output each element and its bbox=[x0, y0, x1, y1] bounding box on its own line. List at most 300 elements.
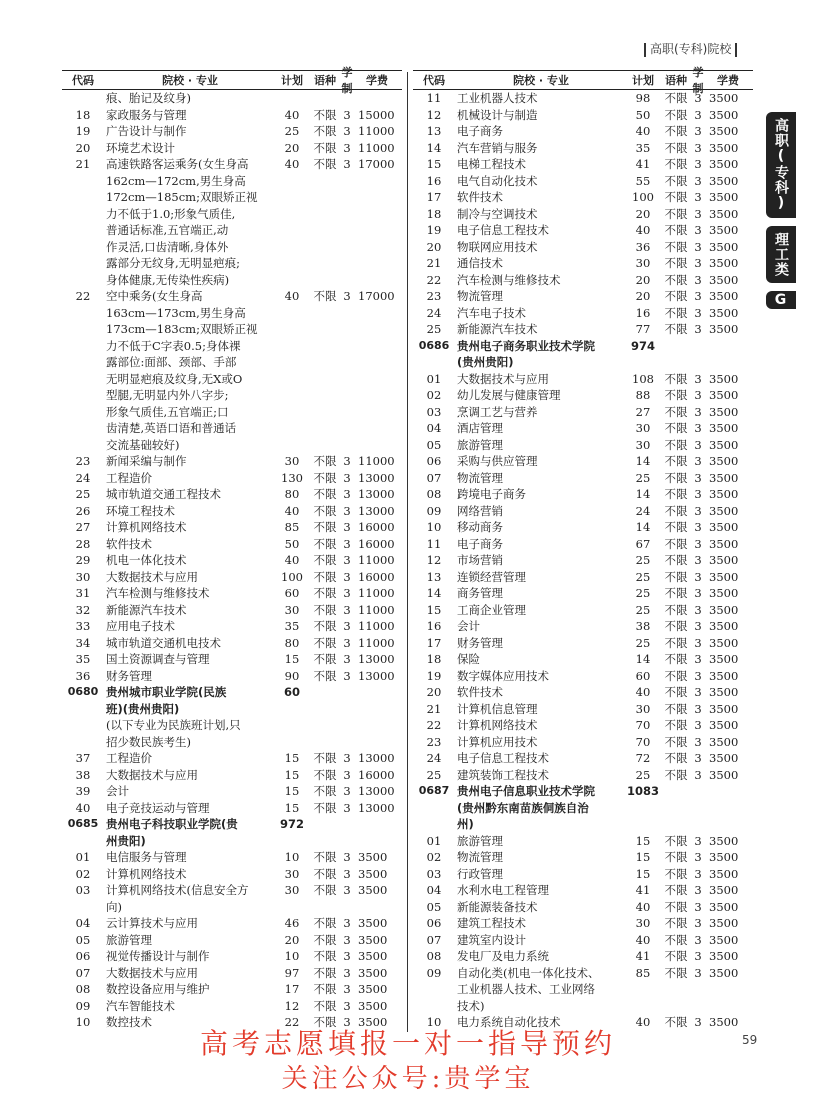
cell-code: 35 bbox=[75, 652, 91, 666]
cell-fee: 3500 bbox=[709, 157, 739, 171]
cell-len: 3 bbox=[343, 503, 351, 518]
cell-len: 3 bbox=[694, 322, 702, 336]
cell-fee: 3500 bbox=[709, 91, 739, 105]
cell-name: 贵州电子信息职业技术学院 bbox=[457, 784, 595, 798]
cell-len: 3 bbox=[343, 1015, 351, 1029]
table-row bbox=[62, 437, 402, 454]
table-row bbox=[413, 305, 753, 322]
cell-name: 旅游管理 bbox=[457, 833, 503, 848]
cell-len: 3 bbox=[694, 767, 702, 782]
cell-len: 3 bbox=[343, 602, 351, 617]
cell-code: 39 bbox=[75, 784, 91, 798]
school-row bbox=[413, 354, 753, 371]
cell-lang: 不限 bbox=[664, 520, 688, 534]
cell-lang: 不限 bbox=[664, 388, 688, 402]
cell-lang: 不限 bbox=[664, 503, 688, 518]
cell-lang: 不限 bbox=[313, 866, 337, 881]
cell-code: 31 bbox=[75, 586, 91, 600]
cell-name: 电梯工程技术 bbox=[457, 157, 526, 171]
cell-len: 3 bbox=[694, 206, 702, 221]
cell-name: 机电一体化技术 bbox=[106, 553, 187, 567]
cell-lang: 不限 bbox=[664, 206, 688, 221]
cell-len: 3 bbox=[694, 899, 702, 914]
cell-name: 国土资源调查与管理 bbox=[106, 652, 210, 666]
cell-len: 3 bbox=[343, 998, 351, 1013]
cell-code: 02 bbox=[75, 866, 91, 881]
cell-name: 保险 bbox=[457, 652, 480, 666]
cell-plan: 40 bbox=[284, 503, 300, 518]
cell-len: 3 bbox=[694, 520, 702, 534]
cell-name: 物联网应用技术 bbox=[457, 239, 538, 254]
table-row bbox=[62, 750, 402, 767]
cell-code: 21 bbox=[426, 701, 442, 716]
table-row bbox=[62, 519, 402, 536]
cell-code: 19 bbox=[426, 223, 442, 237]
cell-len: 3 bbox=[694, 91, 702, 105]
cell-plan: 14 bbox=[635, 454, 651, 468]
header-plan: 计划 bbox=[281, 74, 303, 87]
cell-fee: 3500 bbox=[358, 850, 388, 864]
cell-len: 3 bbox=[694, 173, 702, 188]
cell-lang: 不限 bbox=[664, 569, 688, 584]
cell-lang: 不限 bbox=[664, 289, 688, 303]
cell-code: 09 bbox=[426, 965, 442, 980]
page-number: 59 bbox=[742, 1033, 758, 1047]
table-row bbox=[413, 618, 753, 635]
cell-len: 3 bbox=[694, 602, 702, 617]
header-code: 代码 bbox=[72, 74, 94, 87]
cell-plan: 16 bbox=[635, 305, 651, 320]
school-row bbox=[413, 338, 753, 355]
cell-name: 水利水电工程管理 bbox=[457, 883, 549, 897]
cell-name: 汽车电子技术 bbox=[457, 305, 526, 320]
cell-plan: 60 bbox=[635, 668, 651, 683]
cell-fee: 3500 bbox=[709, 850, 739, 864]
cell-lang: 不限 bbox=[664, 833, 688, 848]
cell-lang: 不限 bbox=[313, 932, 337, 947]
cell-lang: 不限 bbox=[664, 404, 688, 419]
cell-lang: 不限 bbox=[313, 800, 337, 815]
table-row bbox=[62, 222, 402, 239]
table-row bbox=[62, 915, 402, 932]
cell-code: 0687 bbox=[418, 784, 450, 797]
cell-plan: 40 bbox=[635, 932, 651, 947]
cell-plan: 40 bbox=[635, 899, 651, 914]
cell-fee: 3500 bbox=[709, 239, 739, 254]
cell-name: (贵州黔东南苗族侗族自治 bbox=[457, 800, 589, 815]
cell-len: 3 bbox=[343, 767, 351, 782]
cell-code: 05 bbox=[426, 899, 442, 914]
cell-lang: 不限 bbox=[664, 305, 688, 320]
cell-fee: 3500 bbox=[709, 899, 739, 914]
cell-fee: 3500 bbox=[709, 421, 739, 435]
cell-plan: 15 bbox=[635, 866, 651, 881]
table-row bbox=[413, 849, 753, 866]
cell-plan: 27 bbox=[635, 404, 651, 419]
column-divider bbox=[407, 72, 408, 1032]
cell-plan: 30 bbox=[284, 602, 300, 617]
table-row bbox=[62, 651, 402, 668]
cell-plan: 12 bbox=[284, 998, 300, 1013]
table-row bbox=[413, 156, 753, 173]
cell-code: 0686 bbox=[418, 338, 450, 352]
cell-lang: 不限 bbox=[664, 140, 688, 155]
cell-code: 32 bbox=[75, 602, 91, 617]
cell-fee: 3500 bbox=[358, 982, 388, 996]
cell-lang: 不限 bbox=[664, 751, 688, 765]
cell-lang: 不限 bbox=[664, 734, 688, 749]
cell-lang: 不限 bbox=[664, 173, 688, 188]
cell-fee: 3500 bbox=[709, 883, 739, 897]
cell-plan: 15 bbox=[284, 751, 300, 765]
header-lang: 语种 bbox=[314, 74, 336, 87]
cell-code: 07 bbox=[426, 470, 442, 485]
header-divider bbox=[644, 43, 646, 57]
cell-len: 3 bbox=[694, 190, 702, 204]
cell-code: 15 bbox=[426, 157, 442, 171]
cell-plan: 1083 bbox=[626, 784, 659, 798]
cell-fee: 11000 bbox=[358, 586, 395, 600]
cell-code: 27 bbox=[75, 520, 91, 534]
cell-len: 3 bbox=[694, 734, 702, 749]
cell-lang: 不限 bbox=[313, 1015, 337, 1029]
cell-name: (贵州贵阳) bbox=[457, 355, 514, 369]
table-row bbox=[62, 404, 402, 421]
table-row bbox=[62, 717, 402, 734]
cell-lang: 不限 bbox=[664, 850, 688, 864]
table-row bbox=[62, 486, 402, 503]
cell-code: 18 bbox=[426, 652, 442, 666]
cell-plan: 60 bbox=[284, 586, 300, 600]
cell-name: 软件技术 bbox=[106, 536, 152, 551]
table-row bbox=[62, 668, 402, 685]
cell-code: 09 bbox=[426, 503, 442, 518]
cell-name: 露部位:面部、颈部、手部 bbox=[106, 355, 237, 369]
cell-plan: 130 bbox=[281, 470, 303, 485]
cell-code: 01 bbox=[75, 850, 91, 864]
cell-name: 162cm—172cm,男生身高 bbox=[106, 173, 246, 188]
cell-name: 幼儿发展与健康管理 bbox=[457, 388, 561, 402]
table-row bbox=[62, 536, 402, 553]
cell-len: 3 bbox=[343, 140, 351, 155]
cell-fee: 3500 bbox=[709, 487, 739, 501]
cell-len: 3 bbox=[694, 866, 702, 881]
cell-name: 物流管理 bbox=[457, 850, 503, 864]
cell-len: 3 bbox=[694, 949, 702, 963]
cell-code: 14 bbox=[426, 140, 442, 155]
cell-lang: 不限 bbox=[664, 239, 688, 254]
cell-fee: 3500 bbox=[709, 701, 739, 716]
cell-plan: 40 bbox=[284, 157, 300, 171]
table-row bbox=[62, 255, 402, 272]
table-row bbox=[62, 354, 402, 371]
cell-fee: 3500 bbox=[709, 520, 739, 534]
cell-name: 新闻采编与制作 bbox=[106, 454, 187, 468]
cell-len: 3 bbox=[694, 404, 702, 419]
cell-name: 交流基础较好) bbox=[106, 437, 180, 452]
cell-code: 09 bbox=[75, 998, 91, 1013]
cell-fee: 3500 bbox=[709, 206, 739, 221]
cell-plan: 80 bbox=[284, 487, 300, 501]
cell-plan: 36 bbox=[635, 239, 651, 254]
cell-fee: 3500 bbox=[709, 190, 739, 204]
cell-fee: 3500 bbox=[358, 866, 388, 881]
cell-fee: 13000 bbox=[358, 800, 395, 815]
table-row bbox=[413, 437, 753, 454]
cell-name: 新能源装备技术 bbox=[457, 899, 538, 914]
cell-code: 16 bbox=[426, 173, 442, 188]
cell-name: 无明显疤痕及纹身,无X或O bbox=[106, 371, 243, 386]
cell-plan: 30 bbox=[284, 866, 300, 881]
cell-fee: 3500 bbox=[709, 685, 739, 699]
cell-fee: 3500 bbox=[709, 553, 739, 567]
cell-plan: 25 bbox=[635, 767, 651, 782]
cell-name: 行政管理 bbox=[457, 866, 503, 881]
table-row bbox=[62, 948, 402, 965]
cell-lang: 不限 bbox=[313, 767, 337, 782]
cell-fee: 3500 bbox=[709, 718, 739, 732]
table-row bbox=[62, 767, 402, 784]
cell-lang: 不限 bbox=[664, 470, 688, 485]
cell-code: 08 bbox=[426, 949, 442, 963]
table-row bbox=[62, 321, 402, 338]
cell-fee: 17000 bbox=[358, 157, 395, 171]
cell-fee: 3500 bbox=[709, 916, 739, 930]
watermark-line-2: 关注公众号:贵学宝 bbox=[281, 1064, 535, 1094]
cell-lang: 不限 bbox=[313, 487, 337, 501]
cell-code: 37 bbox=[75, 751, 91, 765]
cell-code: 06 bbox=[426, 454, 442, 468]
cell-code: 26 bbox=[75, 503, 91, 518]
cell-plan: 20 bbox=[635, 289, 651, 303]
cell-name: 力不低于C字表0.5;身体裸 bbox=[106, 338, 241, 353]
cell-name: 州) bbox=[457, 817, 474, 831]
cell-lang: 不限 bbox=[664, 685, 688, 699]
cell-len: 3 bbox=[343, 965, 351, 980]
table-row bbox=[62, 882, 402, 899]
cell-len: 3 bbox=[343, 487, 351, 501]
table-row bbox=[62, 272, 402, 289]
cell-name: 新能源汽车技术 bbox=[457, 322, 538, 336]
cell-code: 36 bbox=[75, 668, 91, 683]
cell-plan: 15 bbox=[635, 833, 651, 848]
cell-len: 3 bbox=[694, 140, 702, 155]
table-row bbox=[62, 585, 402, 602]
cell-fee: 3500 bbox=[709, 569, 739, 584]
cell-name: 城市轨道交通机电技术 bbox=[106, 635, 221, 650]
cell-name: 形象气质佳,五官端正;口 bbox=[106, 404, 229, 419]
cell-name: 建筑工程技术 bbox=[457, 916, 526, 930]
table-row bbox=[413, 684, 753, 701]
cell-fee: 3500 bbox=[709, 437, 739, 452]
table-row bbox=[62, 189, 402, 206]
table-row bbox=[413, 932, 753, 949]
cell-lang: 不限 bbox=[664, 767, 688, 782]
cell-len: 3 bbox=[694, 751, 702, 765]
cell-plan: 15 bbox=[284, 800, 300, 815]
cell-lang: 不限 bbox=[664, 586, 688, 600]
cell-lang: 不限 bbox=[664, 437, 688, 452]
cell-plan: 22 bbox=[284, 1015, 300, 1029]
cell-name: 数控设备应用与维护 bbox=[106, 982, 210, 996]
cell-len: 3 bbox=[694, 223, 702, 237]
table-row bbox=[413, 503, 753, 520]
table-row bbox=[413, 635, 753, 652]
table-row bbox=[413, 602, 753, 619]
cell-fee: 3500 bbox=[358, 916, 388, 930]
cell-len: 3 bbox=[694, 124, 702, 138]
cell-len: 3 bbox=[343, 124, 351, 138]
cell-fee: 11000 bbox=[358, 140, 395, 155]
cell-lang: 不限 bbox=[313, 784, 337, 798]
cell-lang: 不限 bbox=[313, 916, 337, 930]
cell-name: 空中乘务(女生身高 bbox=[106, 289, 203, 303]
header-fee: 学费 bbox=[717, 74, 739, 87]
cell-lang: 不限 bbox=[313, 751, 337, 765]
cell-fee: 3500 bbox=[709, 289, 739, 303]
cell-len: 3 bbox=[694, 850, 702, 864]
cell-name: 工程造价 bbox=[106, 751, 152, 765]
header-divider bbox=[735, 43, 737, 57]
cell-plan: 30 bbox=[284, 883, 300, 897]
table-header bbox=[413, 66, 753, 95]
cell-lang: 不限 bbox=[313, 107, 337, 122]
cell-fee: 3500 bbox=[709, 652, 739, 666]
cell-fee: 3500 bbox=[709, 272, 739, 287]
cell-code: 03 bbox=[75, 883, 91, 897]
table-row bbox=[62, 849, 402, 866]
table-row bbox=[62, 371, 402, 388]
cell-len: 3 bbox=[694, 833, 702, 848]
cell-len: 3 bbox=[343, 157, 351, 171]
cell-lang: 不限 bbox=[313, 470, 337, 485]
cell-plan: 14 bbox=[635, 520, 651, 534]
cell-len: 3 bbox=[343, 586, 351, 600]
cell-name: 力不低于1.0;形象气质佳, bbox=[106, 206, 236, 221]
cell-code: 12 bbox=[426, 553, 442, 567]
header-plan: 计划 bbox=[632, 74, 654, 87]
table-row bbox=[62, 965, 402, 982]
cell-name: 贵州城市职业学院(民族 bbox=[106, 685, 227, 699]
cell-fee: 13000 bbox=[358, 503, 395, 518]
cell-name: 向) bbox=[106, 899, 122, 914]
table-row bbox=[413, 701, 753, 718]
cell-name: 会计 bbox=[457, 619, 480, 633]
cell-fee: 3500 bbox=[709, 371, 739, 386]
header-len: 学制 bbox=[692, 66, 704, 95]
cell-code: 0680 bbox=[67, 685, 99, 698]
cell-lang: 不限 bbox=[664, 223, 688, 237]
cell-code: 10 bbox=[426, 520, 442, 534]
cell-len: 3 bbox=[694, 553, 702, 567]
table-row bbox=[413, 453, 753, 470]
table-row bbox=[62, 239, 402, 256]
cell-fee: 3500 bbox=[709, 833, 739, 848]
table-row bbox=[413, 255, 753, 272]
cell-code: 15 bbox=[426, 602, 442, 617]
cell-plan: 85 bbox=[284, 520, 300, 534]
cell-name: 发电厂及电力系统 bbox=[457, 949, 549, 963]
cell-len: 3 bbox=[694, 437, 702, 452]
cell-fee: 13000 bbox=[358, 470, 395, 485]
table-row bbox=[413, 569, 753, 586]
cell-code: 03 bbox=[426, 866, 442, 881]
watermark-line-1: 高考志愿填报一对一指导预约 bbox=[199, 1027, 616, 1060]
cell-lang: 不限 bbox=[313, 965, 337, 980]
cell-name: 作灵活,口齿清晰,身体外 bbox=[106, 239, 229, 254]
cell-fee: 16000 bbox=[358, 569, 395, 584]
table-row bbox=[413, 387, 753, 404]
table-row bbox=[413, 899, 753, 916]
cell-fee: 3500 bbox=[709, 965, 739, 980]
cell-lang: 不限 bbox=[664, 932, 688, 947]
table-row bbox=[413, 420, 753, 437]
cell-fee: 3500 bbox=[709, 223, 739, 237]
cell-lang: 不限 bbox=[664, 454, 688, 468]
header-lang: 语种 bbox=[665, 74, 687, 87]
table-row bbox=[413, 734, 753, 751]
cell-lang: 不限 bbox=[664, 701, 688, 716]
cell-plan: 40 bbox=[635, 1015, 651, 1029]
cell-code: 13 bbox=[426, 124, 442, 138]
cell-plan: 40 bbox=[635, 223, 651, 237]
cell-len: 3 bbox=[694, 272, 702, 287]
cell-plan: 40 bbox=[284, 289, 300, 303]
cell-name: 贵州电子科技职业学院(贵 bbox=[106, 817, 238, 831]
cell-fee: 3500 bbox=[709, 173, 739, 188]
cell-fee: 15000 bbox=[358, 107, 395, 122]
cell-len: 3 bbox=[694, 470, 702, 485]
table-row bbox=[62, 288, 402, 305]
cell-code: 07 bbox=[426, 932, 442, 947]
cell-name: 电子商务 bbox=[457, 536, 503, 551]
cell-name: 制冷与空调技术 bbox=[457, 206, 538, 221]
table-row bbox=[62, 305, 402, 322]
cell-lang: 不限 bbox=[313, 998, 337, 1013]
cell-name: 连锁经营管理 bbox=[457, 569, 526, 584]
cell-plan: 40 bbox=[635, 685, 651, 699]
table-row bbox=[413, 866, 753, 883]
cell-lang: 不限 bbox=[313, 949, 337, 963]
cell-name: 州贵阳) bbox=[106, 833, 146, 848]
cell-plan: 40 bbox=[635, 124, 651, 138]
cell-name: 工商企业管理 bbox=[457, 602, 526, 617]
cell-plan: 30 bbox=[635, 256, 651, 270]
table-row bbox=[413, 750, 753, 767]
school-row bbox=[62, 816, 402, 833]
table-row bbox=[62, 932, 402, 949]
cell-lang: 不限 bbox=[313, 602, 337, 617]
cell-plan: 17 bbox=[284, 982, 300, 996]
cell-len: 3 bbox=[694, 289, 702, 303]
cell-len: 3 bbox=[694, 536, 702, 551]
cell-name: 环境工程技术 bbox=[106, 503, 175, 518]
cell-lang: 不限 bbox=[664, 965, 688, 980]
table-row bbox=[413, 915, 753, 932]
cell-len: 3 bbox=[694, 668, 702, 683]
cell-plan: 25 bbox=[635, 470, 651, 485]
tab-letter-g: G bbox=[766, 291, 796, 309]
cell-fee: 3500 bbox=[709, 635, 739, 650]
cell-lang: 不限 bbox=[664, 322, 688, 336]
cell-plan: 35 bbox=[284, 619, 300, 633]
cell-name: 大数据技术与应用 bbox=[106, 569, 198, 584]
cell-code: 05 bbox=[75, 932, 91, 947]
cell-code: 04 bbox=[426, 883, 442, 897]
cell-plan: 25 bbox=[635, 586, 651, 600]
table-row bbox=[413, 90, 753, 107]
cell-name: 旅游管理 bbox=[457, 437, 503, 452]
